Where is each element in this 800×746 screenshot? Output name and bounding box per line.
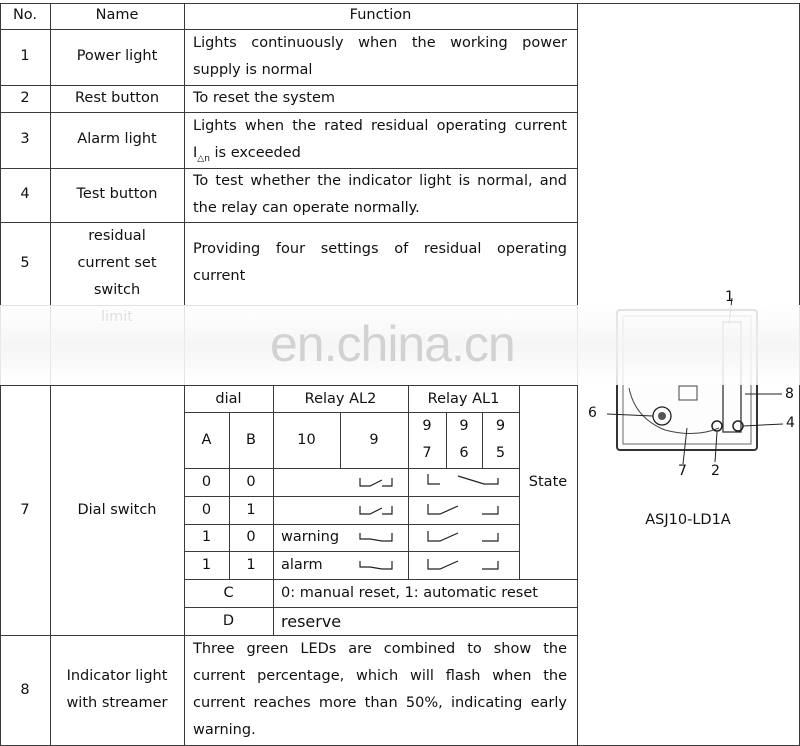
al1-col <box>408 413 446 467</box>
subscript: △n <box>197 153 210 164</box>
dial-line <box>273 385 274 579</box>
dial-b: 1 <box>246 557 256 573</box>
header-function: Function <box>349 7 412 23</box>
callout-1: 1 <box>725 289 734 305</box>
relay-al2-header: Relay AL2 <box>304 391 377 407</box>
row-name: Alarm light <box>77 131 157 147</box>
function-line: Three green LEDs are combined to show the <box>193 641 567 657</box>
name-line: Indicator light <box>66 668 168 684</box>
name-line: residual <box>88 228 146 244</box>
dial-mode: alarm <box>281 557 323 573</box>
c-label: C <box>223 585 234 601</box>
al2-col: 9 <box>369 432 379 448</box>
row-name <box>50 223 184 304</box>
al1-col-digit: 7 <box>422 445 432 461</box>
row-no: 3 <box>20 131 30 147</box>
contact-open-symbol <box>358 474 394 490</box>
row-no: 1 <box>20 48 30 64</box>
function-line: Lights continuously when the working power <box>193 35 567 51</box>
row-name: Dial switch <box>77 502 157 518</box>
row-function <box>193 168 567 222</box>
contact-closed-symbol <box>358 557 394 573</box>
al1-col-digit: 6 <box>459 445 469 461</box>
callout-7: 7 <box>678 463 687 479</box>
row-name: Rest button <box>74 90 160 106</box>
function-line: current reaches more than 50%, indicating early <box>193 695 567 711</box>
row-no: 4 <box>20 186 30 202</box>
header-no: No. <box>12 7 38 23</box>
al1-col-digit: 9 <box>459 418 469 434</box>
name-line: current set <box>77 255 157 271</box>
col-b: B <box>246 432 256 448</box>
al1-col-digit: 5 <box>495 445 506 461</box>
function-line: current percentage, which will flash when the <box>193 668 567 684</box>
row-no: 2 <box>20 90 30 106</box>
header-name: Name <box>95 7 139 23</box>
state-label: State <box>528 474 568 490</box>
al1-col-digit: 9 <box>422 418 432 434</box>
al1-col-digit: 9 <box>495 418 506 434</box>
function-line: warning. <box>193 722 256 738</box>
watermark-text: en.china.cn <box>270 316 515 372</box>
row-no: 5 <box>20 255 30 271</box>
dial-b: 0 <box>246 529 256 545</box>
row-function <box>193 30 567 84</box>
name-line: switch <box>93 282 141 298</box>
d-label: D <box>222 613 235 629</box>
al1-col <box>446 413 482 467</box>
row-no: 7 <box>20 502 30 518</box>
watermark-band <box>0 305 800 385</box>
row-function: To reset the system <box>193 90 336 106</box>
row-name <box>50 663 184 717</box>
dial-a: 1 <box>201 529 212 545</box>
dial-line <box>273 579 274 635</box>
function-text: is exceeded <box>209 145 301 161</box>
function-line: To test whether the indicator light is normal, and <box>193 173 567 189</box>
relay-al1-header: Relay AL1 <box>427 391 500 407</box>
dial-b: 0 <box>246 474 256 490</box>
dial-a: 0 <box>201 502 212 518</box>
col-a: A <box>201 432 212 448</box>
callout-2: 2 <box>711 463 720 479</box>
contact-symbol-al1 <box>424 555 504 573</box>
figure-caption: ASJ10-LD1A <box>645 512 731 528</box>
contact-symbol-al1 <box>424 500 504 518</box>
callout-6: 6 <box>588 405 597 421</box>
function-line: Lights when the rated residual operating current <box>193 118 567 134</box>
i-symbol: I <box>193 145 198 161</box>
name-line: with streamer <box>66 695 168 711</box>
function-line: the relay can operate normally. <box>193 200 420 216</box>
dial-header: dial <box>215 391 242 407</box>
dial-a: 1 <box>201 557 212 573</box>
row-name: Power light <box>76 48 158 64</box>
row-name: Test button <box>76 186 158 202</box>
dial-mode: warning <box>281 529 340 545</box>
contact-closed-symbol <box>358 529 394 545</box>
callout-4: 4 <box>786 415 795 431</box>
row-function <box>193 113 567 173</box>
row-function <box>193 236 567 290</box>
function-line: supply is normal <box>193 62 313 78</box>
contact-symbol-al1 <box>424 472 504 490</box>
c-text: 0: manual reset, 1: automatic reset <box>281 585 538 601</box>
contact-symbol-al1 <box>424 527 504 545</box>
row-function <box>193 636 567 744</box>
row-no: 8 <box>20 682 30 698</box>
contact-open-symbol <box>358 502 394 518</box>
function-line: Providing four settings of residual operating <box>193 241 567 257</box>
al2-col: 10 <box>297 432 316 448</box>
d-text: reserve <box>281 612 342 631</box>
al1-col <box>482 413 519 467</box>
function-line: current <box>193 268 246 284</box>
callout-8: 8 <box>785 386 794 402</box>
dial-a: 0 <box>201 474 212 490</box>
dial-b: 1 <box>246 502 256 518</box>
